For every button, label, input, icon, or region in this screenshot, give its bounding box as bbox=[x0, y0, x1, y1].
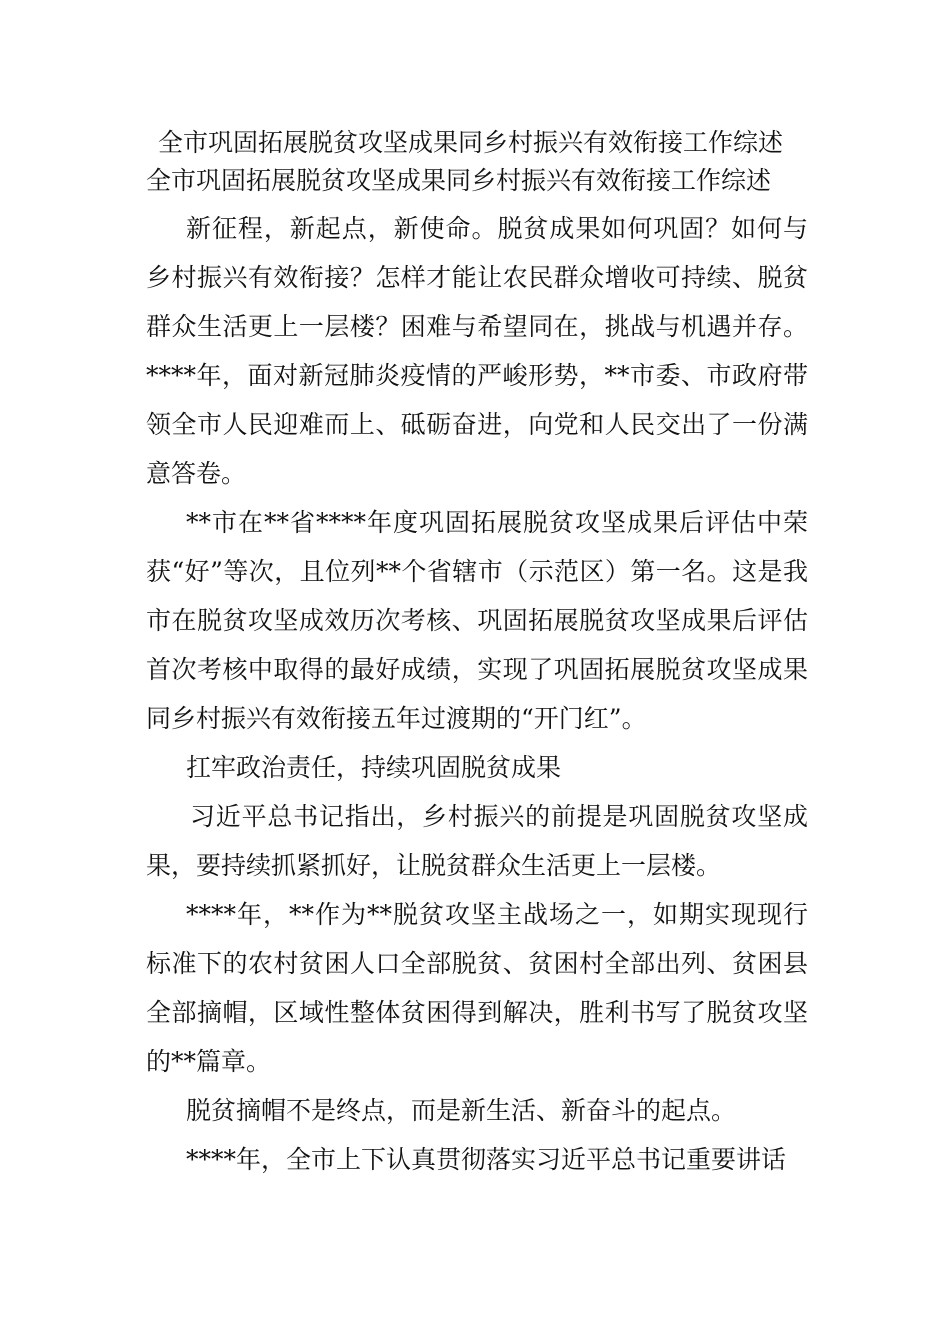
paragraph-continuation: ****年，全市上下认真贯彻落实习近平总书记重要讲话 bbox=[186, 1145, 787, 1174]
document-content bbox=[146, 128, 808, 1184]
paragraph-quote: 习近平总书记指出，乡村振兴的前提是巩固脱贫攻坚成果，要持续抓紧抓好，让脱贫群众生活更上一层楼。 bbox=[146, 802, 808, 880]
document-title-line-1: 全市巩固拓展脱贫攻坚成果同乡村振兴有效衔接工作综述 bbox=[158, 128, 784, 157]
paragraph-intro: 新征程，新起点，新使命。脱贫成果如何巩固？如何与乡村振兴有效衔接？怎样才能让农民群众增收可持续、脱贫群众生活更上一层楼？困难与希望同在，挑战与机遇并存。****年，面对新冠肺炎疫情的严峻形势，**市委、市政府带领全市人民迎难而上、砥砺奋进，向党和人民交出了一份满意答卷。 bbox=[146, 214, 808, 488]
document-title-line-2: 全市巩固拓展脱贫攻坚成果同乡村振兴有效衔接工作综述 bbox=[146, 166, 772, 195]
paragraph-results: ****年，**作为**脱贫攻坚主战场之一，如期实现现行标准下的农村贫困人口全部脱贫、贫困村全部出列、贫困县全部摘帽，区域性整体贫困得到解决，胜利书写了脱贫攻坚的**篇章。 bbox=[146, 900, 808, 1076]
paragraph-achievement: **市在**省****年度巩固拓展脱贫攻坚成果后评估中荣获“好”等次，且位列**个省辖市（示范区）第一名。这是我市在脱贫攻坚成效历次考核、巩固拓展脱贫攻坚成果后评估首次考核中取得的最好成绩，实现了巩固拓展脱贫攻坚成果同乡村振兴有效衔接五年过渡期的“开门红”。 bbox=[146, 508, 808, 733]
section-heading: 扛牢政治责任，持续巩固脱贫成果 bbox=[186, 753, 562, 782]
paragraph-new-start: 脱贫摘帽不是终点，而是新生活、新奋斗的起点。 bbox=[186, 1096, 737, 1125]
